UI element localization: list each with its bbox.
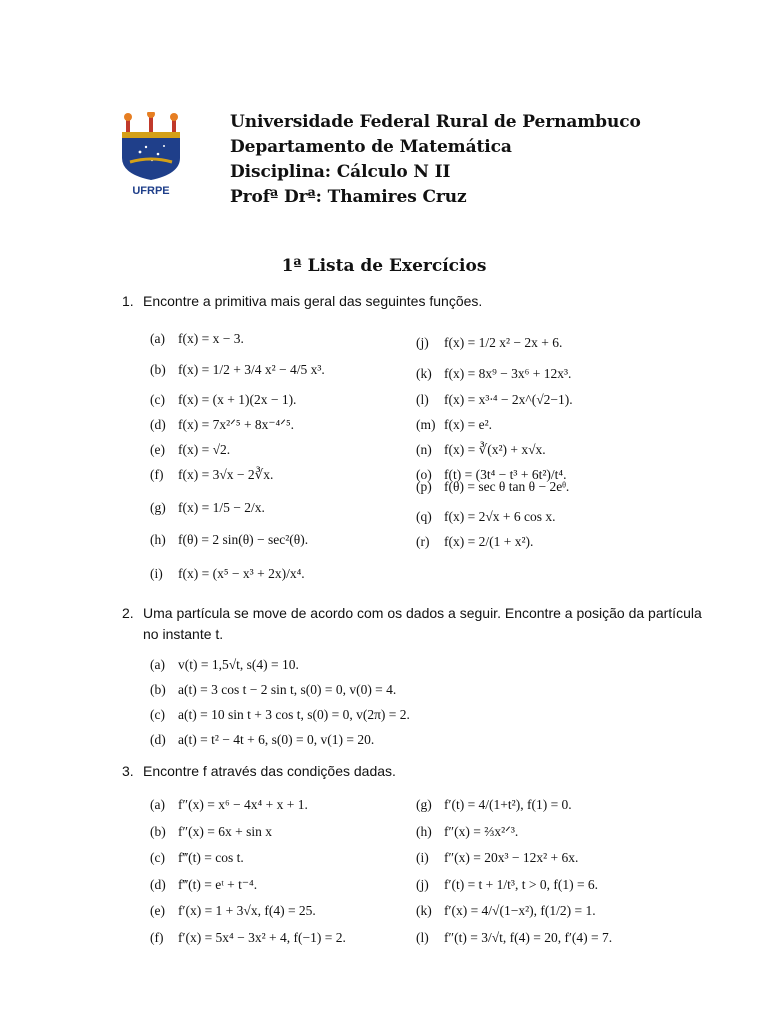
item-label: (g) [416,797,432,812]
question-text: Encontre f através das condições dadas. [143,763,396,779]
item-expression: v(t) = 1,5√t, s(4) = 10. [178,657,299,672]
item-expression: a(t) = 10 sin t + 3 cos t, s(0) = 0, v(2π) = 2. [178,707,410,722]
exercise-item [416,929,612,947]
item-expression: f(θ) = sec θ tan θ − 2eᶿ. [444,479,570,494]
item-expression: f(x) = 2/(1 + x²). [444,534,534,549]
item-label: (f) [150,930,164,945]
professor-name: Profª Drª: Thamires Cruz [230,187,467,207]
question-3 [122,763,396,779]
exercise-item [416,796,572,814]
exercise-item [150,929,346,947]
item-expression: f″(x) = 6x + sin x [178,824,272,839]
item-expression: f(x) = √2. [178,442,231,457]
item-label: (l) [416,392,429,407]
exercise-item [416,849,578,867]
item-expression: f(x) = x³ᐧ⁴ − 2x^(√2−1). [444,392,573,407]
item-label: (m) [416,417,436,432]
question-text: Uma partícula se move de acordo com os dados a seguir. Encontre a posição da partícula [143,605,702,621]
exercise-item [416,365,571,383]
item-expression: f(x) = 2√x + 6 cos x. [444,509,556,524]
exercise-item [416,391,573,409]
exercise-item [150,531,308,549]
item-label: (j) [416,877,429,892]
item-expression: f‴(t) = cos t. [178,850,244,865]
item-label: (e) [150,442,165,457]
item-expression: f(x) = x − 3. [178,331,244,346]
exercise-item [150,823,272,841]
exercise-item [416,416,492,434]
item-label: (j) [416,335,429,350]
item-expression: f(x) = (x + 1)(2x − 1). [178,392,297,407]
exercise-item [150,361,325,379]
svg-text:UFRPE: UFRPE [132,185,170,197]
item-label: (i) [416,850,429,865]
item-expression: f′(x) = 4/√(1−x²), f(1/2) = 1. [444,903,596,918]
exercise-item [150,731,374,749]
item-label: (c) [150,707,165,722]
exercise-item [150,706,410,724]
item-expression: f(x) = e². [444,417,493,432]
item-expression: f(x) = ∛(x²) + x√x. [444,442,546,457]
item-label: (b) [150,362,166,377]
exercise-item [150,849,244,867]
item-expression: f(t) = (3t⁴ − t³ + 6t²)/t⁴. [444,467,567,482]
item-label: (d) [150,877,166,892]
item-label: (i) [150,566,163,581]
item-expression: f″(x) = x⁶ − 4x⁴ + x + 1. [178,797,308,812]
item-expression: f′(t) = 4/(1+t²), f(1) = 0. [444,797,572,812]
question-number: 1. [122,293,134,309]
exercise-item [150,466,273,484]
item-expression: f(x) = (x⁵ − x³ + 2x)/x⁴. [178,566,305,581]
item-expression: f″(x) = 20x³ − 12x² + 6x. [444,850,579,865]
item-expression: f(x) = 7x²ᐟ⁵ + 8x⁻⁴ᐟ⁵. [178,417,295,432]
item-label: (d) [150,417,166,432]
item-label: (g) [150,500,166,515]
question-number: 3. [122,763,134,779]
exercise-item [416,441,546,459]
exercise-item [150,330,244,348]
item-label: (b) [150,824,166,839]
item-label: (d) [150,732,166,747]
question-number: 2. [122,605,134,621]
exercise-item [416,876,598,894]
exercise-item [416,823,518,841]
item-label: (p) [416,479,432,494]
item-label: (e) [150,903,165,918]
item-label: (a) [150,797,165,812]
item-expression: f(x) = 1/5 − 2/x. [178,500,265,515]
item-label: (k) [416,903,432,918]
item-expression: f″(x) = ⅔x²ᐟ³. [444,824,519,839]
exercise-item [150,391,296,409]
item-label: (f) [150,467,164,482]
item-label: (b) [150,682,166,697]
item-label: (k) [416,366,432,381]
page-title: 1ª Lista de Exercícios [281,256,487,276]
university-name: Universidade Federal Rural de Pernambuco [230,112,641,132]
item-expression: f(x) = 1/2 x² − 2x + 6. [444,335,563,350]
item-label: (o) [416,467,432,482]
exercise-item [416,334,562,352]
item-expression: a(t) = t² − 4t + 6, s(0) = 0, v(1) = 20. [178,732,375,747]
item-label: (n) [416,442,432,457]
item-label: (h) [416,824,432,839]
exercise-item [416,478,569,496]
course-name: Disciplina: Cálculo N II [230,162,451,182]
item-label: (c) [150,392,165,407]
item-expression: f″(t) = 3/√t, f(4) = 20, f′(4) = 7. [444,930,613,945]
exercise-item [416,533,533,551]
exercise-item [150,441,230,459]
item-expression: f(θ) = 2 sin(θ) − sec²(θ). [178,532,309,547]
item-expression: f′(x) = 5x⁴ − 3x² + 4, f(−1) = 2. [178,930,346,945]
question-2-continuation: no instante t. [143,626,224,642]
item-expression: f(x) = 1/2 + 3/4 x² − 4/5 x³. [178,362,325,377]
question-1 [122,293,482,309]
exercise-item [150,499,265,517]
exercise-item [150,416,294,434]
exercise-item [150,565,305,583]
item-label: (a) [150,331,165,346]
question-2 [122,605,702,621]
item-expression: f(x) = 3√x − 2∛x. [178,467,274,482]
item-label: (l) [416,930,429,945]
ufrpe-logo [118,112,184,198]
exercise-item [416,902,596,920]
item-expression: a(t) = 3 cos t − 2 sin t, s(0) = 0, v(0) = 4. [178,682,397,697]
exercise-item [150,681,396,699]
department-name: Departamento de Matemática [230,137,512,157]
item-label: (a) [150,657,165,672]
item-label: (q) [416,509,432,524]
exercise-item [416,508,556,526]
exercise-item [150,902,316,920]
item-expression: f‴(t) = eᵗ + t⁻⁴. [178,877,258,892]
item-expression: f′(t) = t + 1/t³, t > 0, f(1) = 6. [444,877,599,892]
item-expression: f′(x) = 1 + 3√x, f(4) = 25. [178,903,316,918]
item-expression: f(x) = 8x⁹ − 3x⁶ + 12x³. [444,366,572,381]
exercise-item [150,796,308,814]
item-label: (r) [416,534,430,549]
item-label: (h) [150,532,166,547]
exercise-item [150,876,257,894]
item-label: (c) [150,850,165,865]
question-text: Encontre a primitiva mais geral das seguintes funções. [143,293,483,309]
exercise-item [150,656,299,674]
